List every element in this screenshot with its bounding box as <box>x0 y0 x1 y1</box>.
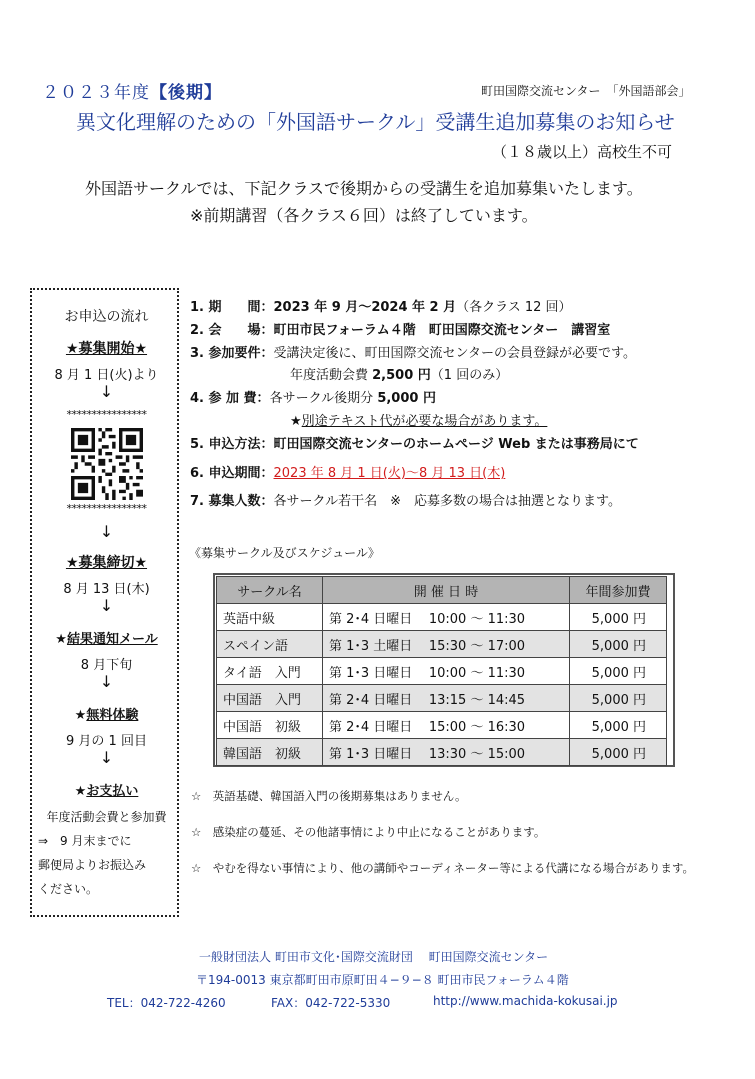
item-participation-fee <box>190 387 436 406</box>
flow-deadline-date: 8 月 13 日(木) <box>63 582 150 597</box>
term-bracket: 【後期】 <box>150 83 222 103</box>
flow-pay-line-4: ください。 <box>38 882 99 896</box>
item-period <box>190 296 572 315</box>
item-annual-fee <box>290 364 508 383</box>
circle-fee: 5,000 円 <box>570 685 667 712</box>
flow-pay-line-1: 年度活動会費と参加費 <box>46 810 167 824</box>
table-header-row <box>217 577 667 604</box>
qr-code-icon[interactable] <box>71 428 143 500</box>
circle-datetime <box>323 658 570 685</box>
down-arrow-icon: ↓ <box>99 382 114 401</box>
fee-value: 2,500 円 <box>372 368 431 383</box>
star-icon: ★ <box>74 784 87 799</box>
circle-time: 13:15 ～ 14:45 <box>428 692 526 708</box>
item-label: 7. 募集人数： <box>190 494 274 509</box>
fee-prefix: 各サークル後期分 <box>269 391 378 406</box>
note-item: ☆ やむを得ない事情により、他の講師やコーディネーター等による代講になる場合があります。 <box>191 861 694 875</box>
item-label: 5. 申込方法： <box>190 437 274 452</box>
footer-tel: TEL：042-722-4260 <box>107 996 226 1010</box>
table-row <box>217 631 667 658</box>
circle-time: 10:00 ～ 11:30 <box>428 611 526 627</box>
star-icon: ★ <box>290 414 302 429</box>
item-label: 1. 期 間： <box>190 300 274 315</box>
circle-day: 第 1･3 日曜日 <box>329 746 413 762</box>
circle-name: タイ語 入門 <box>217 658 323 685</box>
item-requirements <box>190 342 636 361</box>
fee-value: 5,000 円 <box>377 391 436 406</box>
footer-url-link[interactable]: http://www.machida-kokusai.jp <box>433 994 618 1008</box>
item-venue <box>190 319 610 338</box>
circle-day: 第 1･3 日曜日 <box>329 665 413 681</box>
circle-fee: 5,000 円 <box>570 739 667 766</box>
col-header-fee: 年間参加費 <box>570 577 667 604</box>
result-text: 結果通知メール <box>66 632 158 647</box>
circle-time: 15:00 ～ 16:30 <box>428 719 526 735</box>
flow-trial-label <box>32 704 181 723</box>
footer-org: 一般財団法人 町田市文化･国際交流財団 町田国際交流センター <box>199 950 549 964</box>
flow-deadline-label: ★募集締切★ <box>65 555 148 571</box>
item-value: 町田国際交流センターのホームページ Web または事務局にて <box>273 437 639 452</box>
item-label: 3. 参加要件： <box>190 346 274 361</box>
stars-divider: **************** <box>66 408 147 421</box>
table-row <box>217 739 667 766</box>
down-arrow-icon: ↓ <box>99 672 114 691</box>
circle-datetime <box>323 712 570 739</box>
schedule-table <box>216 576 667 766</box>
flow-pay-line-3: 郵便局よりお振込み <box>38 858 147 872</box>
flow-trial-date: 9 月の 1 回目 <box>66 734 147 749</box>
circle-fee: 5,000 円 <box>570 604 667 631</box>
flow-start-label: ★募集開始★ <box>65 341 148 357</box>
trial-text: 無料体験 <box>86 708 139 723</box>
table-row <box>217 604 667 631</box>
circle-datetime <box>323 631 570 658</box>
item-label: 2. 会 場： <box>190 323 274 338</box>
circle-name: 英語中級 <box>217 604 323 631</box>
stars-divider-bottom: **************** <box>66 502 147 515</box>
note-item: ☆ 英語基礎、韓国語入門の後期募集はありません。 <box>191 789 467 803</box>
down-arrow-icon: ↓ <box>99 596 114 615</box>
item-value: 2023 年 9 月～2024 年 2 月 <box>273 300 457 315</box>
age-note: （１８歳以上）高校生不可 <box>492 143 673 161</box>
footer-address: 〒194-0013 東京都町田市原町田４−９−８ 町田市民フォーラム４階 <box>196 973 569 987</box>
circle-fee: 5,000 円 <box>570 712 667 739</box>
text-note: 別途テキスト代が必要な場合があります。 <box>301 414 548 429</box>
schedule-title: 《募集サークル及びスケジュール》 <box>189 546 380 560</box>
note-item: ☆ 感染症の蔓延、その他諸事情により中止になることがあります。 <box>191 825 546 839</box>
star-icon: ★ <box>74 708 87 723</box>
item-note: （各クラス 12 回） <box>456 300 572 315</box>
flow-result-date: 8 月下旬 <box>80 658 133 673</box>
flow-result-label <box>32 628 181 647</box>
circle-time: 13:30 ～ 15:00 <box>428 746 526 762</box>
table-row <box>217 712 667 739</box>
col-header-datetime: 開 催 日 時 <box>323 577 570 604</box>
item-value: 2023 年 8 月 1 日(火)～8 月 13 日(木) <box>273 466 506 481</box>
item-application-period <box>190 462 505 481</box>
item-value: 受講決定後に、町田国際交流センターの会員登録が必要です。 <box>273 346 636 361</box>
circle-day: 第 1･3 土曜日 <box>329 638 413 654</box>
flow-start-date: 8 月 1 日(火)より <box>54 368 159 383</box>
circle-day: 第 2･4 日曜日 <box>329 692 413 708</box>
item-value: 各サークル若干名 ※ 応募多数の場合は抽選となります。 <box>273 494 621 509</box>
item-label: 6. 申込期間： <box>190 466 274 481</box>
application-flow-box <box>30 288 179 917</box>
intro-line-1: 外国語サークルでは、下記クラスで後期からの受講生を追加募集いたします。 <box>85 179 643 198</box>
intro-line-2: ※前期講習（各クラス６回）は終了しています。 <box>190 206 538 225</box>
circle-datetime <box>323 604 570 631</box>
item-label: 4. 参 加 費： <box>190 391 270 406</box>
circle-name: スペイン語 <box>217 631 323 658</box>
down-arrow-icon: ↓ <box>99 748 114 767</box>
item-text-note <box>290 410 547 429</box>
circle-name: 韓国語 初級 <box>217 739 323 766</box>
item-value: 町田市民フォーラム４階 町田国際交流センター 講習室 <box>273 323 611 338</box>
col-header-circle: サークル名 <box>217 577 323 604</box>
circle-time: 15:30 ～ 17:00 <box>428 638 526 654</box>
circle-time: 10:00 ～ 11:30 <box>428 665 526 681</box>
flow-pay-label <box>32 780 181 799</box>
flow-title: お申込の流れ <box>64 309 149 325</box>
star-icon: ★ <box>55 632 67 647</box>
circle-fee: 5,000 円 <box>570 631 667 658</box>
circle-day: 第 2･4 日曜日 <box>329 719 413 735</box>
table-row <box>217 685 667 712</box>
circle-datetime <box>323 685 570 712</box>
footer-fax: FAX：042-722-5330 <box>271 996 391 1010</box>
circle-day: 第 2･4 日曜日 <box>329 611 413 627</box>
fee-prefix: 年度活動会費 <box>290 368 373 383</box>
table-row <box>217 658 667 685</box>
down-arrow-icon: ↓ <box>99 522 114 541</box>
year-text: ２０２３年度 <box>42 83 150 103</box>
circle-name: 中国語 入門 <box>217 685 323 712</box>
item-capacity <box>190 490 621 509</box>
circle-name: 中国語 初級 <box>217 712 323 739</box>
fee-note: （1 回のみ） <box>430 368 509 383</box>
circle-datetime <box>323 739 570 766</box>
flow-pay-line-2: ⇒ 9 月末までに <box>38 834 132 848</box>
item-method <box>190 433 639 452</box>
org-department: 町田国際交流センター 「外国語部会」 <box>481 84 691 98</box>
circle-fee: 5,000 円 <box>570 658 667 685</box>
page-title: 異文化理解のための「外国語サークル」受講生追加募集のお知らせ <box>76 110 675 134</box>
pay-text: お支払い <box>86 784 139 799</box>
year-term <box>42 78 222 103</box>
